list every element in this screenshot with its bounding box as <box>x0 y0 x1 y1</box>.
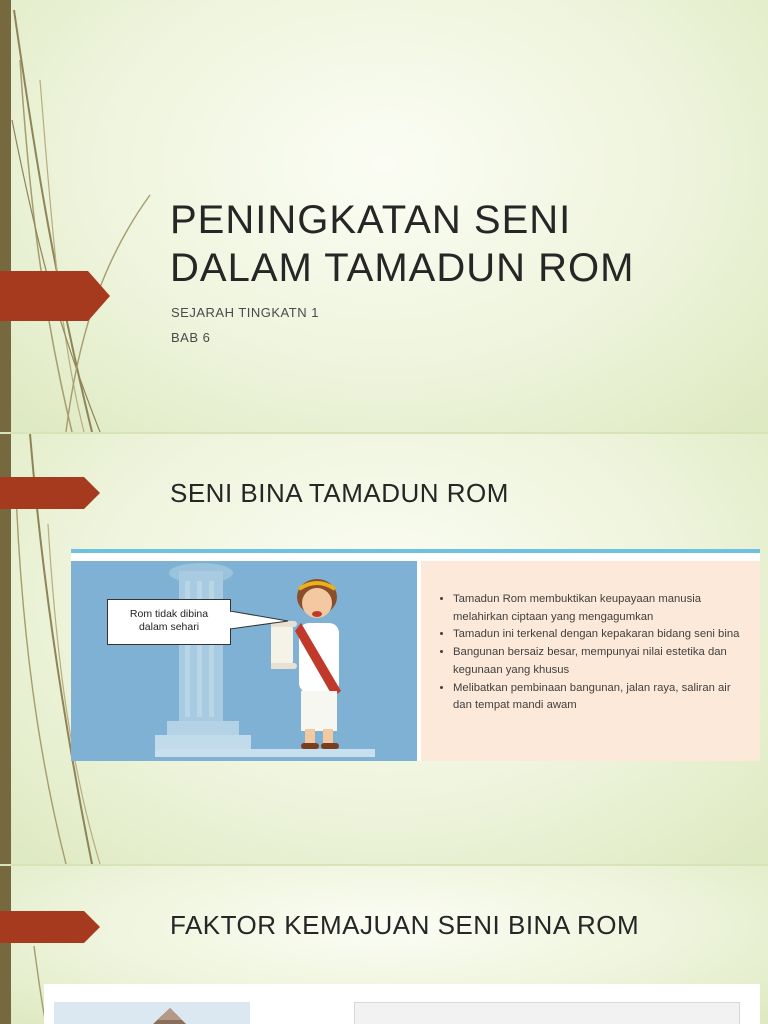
speech-bubble-line-2: dalam sehari <box>138 621 200 633</box>
slide-tab-marker <box>0 477 110 527</box>
panel-top-line <box>71 549 760 553</box>
content-image-placeholder <box>354 1002 740 1024</box>
content-panel <box>44 984 760 1024</box>
slide-tab-marker <box>0 271 110 321</box>
slide-title[interactable] <box>0 0 768 432</box>
slide-seni-bina[interactable] <box>0 434 768 864</box>
slide-heading: FAKTOR KEMAJUAN SENI BINA ROM <box>170 910 640 940</box>
content-panel <box>71 549 760 761</box>
subtitle-1: SEJARAH TINGKATN 1 <box>171 305 319 320</box>
illustration-scene <box>71 561 417 761</box>
mountain-illustration <box>54 1002 250 1024</box>
slide-faktor[interactable] <box>0 866 768 1024</box>
slide-title-text <box>170 196 634 292</box>
title-line-2: DALAM TAMADUN ROM <box>170 246 635 290</box>
bullet-item: • Tamadun ini terkenal dengan kepakaran bidang seni bina <box>453 626 750 644</box>
roman-figure-illustration <box>271 571 371 761</box>
speech-bubble-line-1: Rom tidak dibina <box>129 608 209 620</box>
speech-bubble-icon <box>230 611 290 631</box>
bullet-item: • Bangunan bersaiz besar, mempunyai nilai estetika dan kegunaan yang khusus <box>453 644 750 679</box>
bullet-item: • Melibatkan pembinaan bangunan, jalan raya, saliran air dan tempat mandi awam <box>453 680 750 715</box>
bullet-list <box>421 561 760 715</box>
title-line-1: PENINGKATAN SENI <box>170 198 572 242</box>
subtitle-2: BAB 6 <box>171 330 211 345</box>
bullet-item: • Tamadun Rom membuktikan keupayaan manusia melahirkan ciptaan yang mengagumkan <box>453 591 750 626</box>
speech-bubble <box>107 599 231 645</box>
slide-heading: SENI BINA TAMADUN ROM <box>170 478 509 508</box>
bullet-text-box <box>421 561 760 761</box>
slide-tab-marker <box>0 911 110 961</box>
